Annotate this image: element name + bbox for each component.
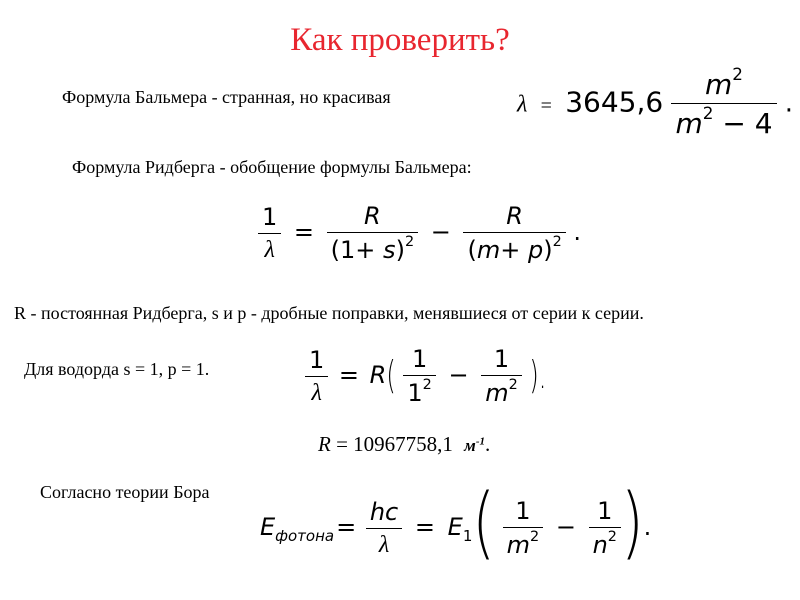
minus-sign: − (430, 218, 451, 247)
lambda-symbol: λ (517, 91, 528, 118)
bohr-fraction-2: $\frac{1}{n^2}$ (589, 497, 621, 559)
hydrogen-fraction-2: $\frac{1}{m^2}$ (481, 345, 522, 407)
ground-energy: $E_1$ (447, 513, 473, 545)
balmer-constant: 3645,6 (565, 85, 664, 119)
equals-sign: = (540, 94, 552, 117)
hydrogen-formula (305, 345, 546, 407)
equals-sign: = (338, 361, 360, 390)
hydrogen-fraction-1: $\frac{1}{1^2}$ (403, 345, 435, 407)
hc-over-lambda: $\frac{hc}{\lambda}$ (366, 498, 402, 559)
open-paren: ( (472, 476, 495, 569)
equals-sign-2: = (414, 513, 435, 542)
fraction-denominator: $m^2 - 4$ (675, 103, 773, 141)
unit: $м^{-1}$ (464, 435, 485, 455)
close-paren: ) (620, 476, 644, 569)
rydberg-formula (258, 202, 581, 264)
minus-sign: − (555, 513, 576, 542)
rydberg-label: Формула Ридберга - обобщение формулы Бальмера: (72, 157, 472, 177)
balmer-formula (517, 63, 794, 141)
photon-energy: $E_{фотона}$ (260, 513, 335, 545)
equals-sign: = (293, 218, 315, 247)
hydrogen-label: Для водорда s = 1, p = 1. (24, 359, 210, 379)
reciprocal-lambda: $\frac{1}{\lambda}$ (305, 346, 328, 407)
rydberg-explanation: R - постоянная Ридберга, s и p - дробные поправки, менявшиеся от серии к серии. (14, 303, 644, 323)
reciprocal-lambda: $\frac{1}{\lambda}$ (258, 203, 281, 264)
bohr-fraction-1: $\frac{1}{m^2}$ (503, 497, 544, 559)
rydberg-constant-value: R = 10967758,1 $м^{-1}$. (318, 432, 491, 456)
period: . (573, 218, 582, 247)
bohr-formula (260, 476, 652, 569)
period: . (643, 513, 652, 542)
minus-sign: − (448, 361, 469, 390)
balmer-label: Формула Бальмера - странная, но красивая (62, 87, 391, 107)
equals-sign: = (336, 513, 357, 542)
bohr-label: Согласно теории Бора (40, 482, 210, 502)
rydberg-term-1: $\frac{R}{(1+ s)^2}$ (327, 202, 418, 264)
open-paren: ( (386, 352, 396, 398)
period: . (784, 88, 794, 119)
balmer-fraction (671, 63, 776, 141)
page-title: Как проверить? (290, 22, 510, 58)
rydberg-term-2: $\frac{R}{(m+ p)^2}$ (463, 202, 565, 264)
fraction-numerator: $m^2$ (705, 63, 743, 101)
close-paren: ). (529, 352, 547, 398)
rydberg-constant-symbol: R (369, 361, 387, 390)
